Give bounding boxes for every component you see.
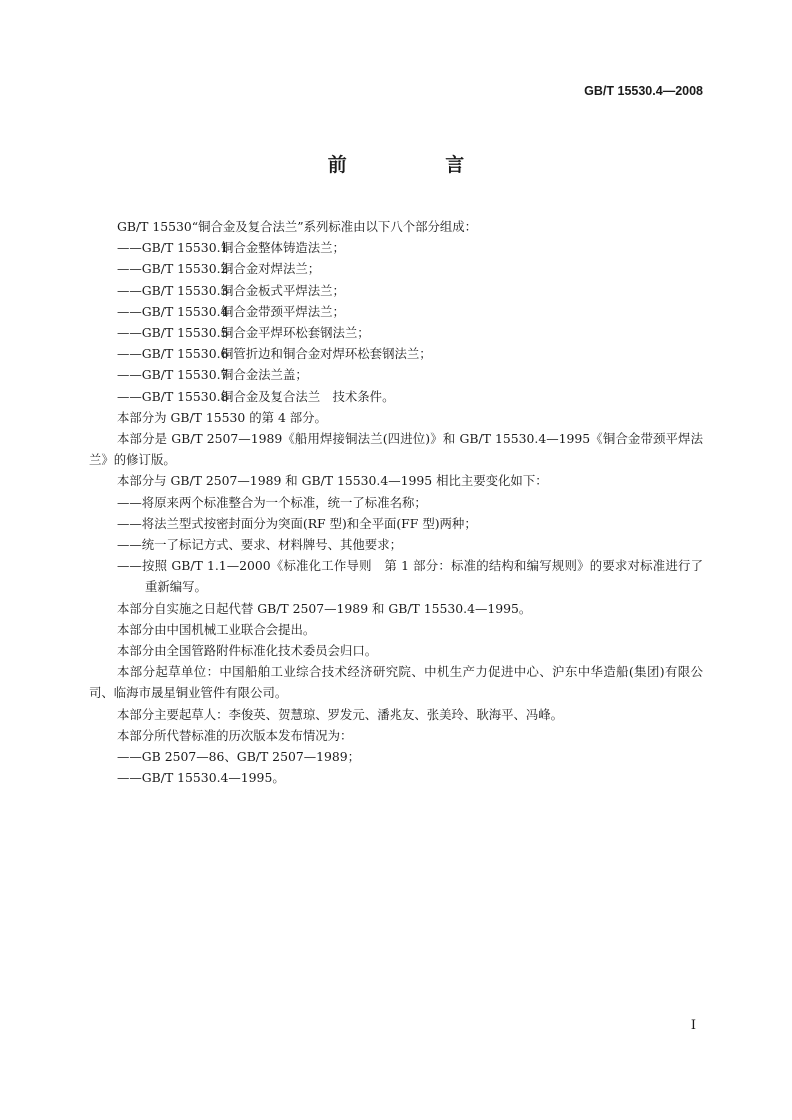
part-code: ——GB/T 15530.4 [117,303,229,319]
change-item: ——统一了标记方式、要求、材料牌号、其他要求； [117,537,402,553]
changes-intro: 本部分与 GB/T 2507—1989 和 GB/T 15530.4—1995 相比主要变化如下： [117,473,548,489]
part-name: 铜合金平焊环松套钢法兰； [221,325,370,341]
part-name: 铜合金带颈平焊法兰； [221,303,345,319]
part-name: 铜管折边和铜合金对焊环松套钢法兰； [221,346,432,362]
change-item: ——将原来两个标准整合为一个标准，统一了标准名称； [117,494,427,510]
replacement-statement: 本部分自实施之日起代替 GB/T 2507—1989 和 GB/T 15530.4—1995。 [117,600,532,616]
part-item [89,237,703,258]
revision-statement: 本部分是 GB/T 2507—1989《船用焊接铜法兰(四进位)》和 GB/T 15530.4—1995《铜合金带颈平焊法兰》的修订版。 [89,431,703,468]
part-code: ——GB/T 15530.1 [117,240,229,256]
part-item [89,364,703,385]
part-code: ——GB/T 15530.7 [117,367,229,383]
part-item [89,258,703,279]
page-title: 前 言 [327,154,511,176]
history-item: ——GB 2507—86、GB/T 2507—1989； [117,749,361,765]
managed-by: 本部分由全国管路附件标准化技术委员会归口。 [117,643,378,659]
part-code: ——GB/T 15530.8 [117,388,229,404]
standard-code: GB/T 15530.4—2008 [584,84,703,98]
part-name: 铜合金对焊法兰； [221,261,321,277]
part-statement: 本部分为 GB/T 15530 的第 4 部分。 [117,409,327,425]
proposed-by: 本部分由中国机械工业联合会提出。 [117,621,316,637]
change-item: ——按照 GB/T 1.1—2000《标准化工作导则 第 1 部分：标准的结构和编写规则》的要求对标准进行了重新编写。 [117,558,703,595]
part-code: ——GB/T 15530.2 [117,261,229,277]
part-code: ——GB/T 15530.6 [117,346,229,362]
history-item: ——GB/T 15530.4—1995。 [117,770,285,786]
page-number: I [690,1018,696,1033]
part-name: 铜合金及复合法兰 技术条件。 [221,388,395,404]
part-item [89,386,703,407]
part-name: 铜合金整体铸造法兰； [221,240,345,256]
part-code: ——GB/T 15530.5 [117,325,229,341]
intro-paragraph: GB/T 15530“铜合金及复合法兰”系列标准由以下八个部分组成： [117,219,478,234]
part-item [89,322,703,343]
part-name: 铜合金法兰盖； [221,367,308,383]
foreword-body [89,216,703,788]
part-item [89,301,703,322]
change-item: ——将法兰型式按密封面分为突面(RF 型)和全平面(FF 型)两种； [117,515,477,531]
part-item [89,280,703,301]
part-item [89,343,703,364]
drafting-units: 本部分起草单位：中国船舶工业综合技术经济研究院、中机生产力促进中心、沪东中华造船(集团)有限公司、临海市晟星铜业管件有限公司。 [89,664,703,701]
part-code: ——GB/T 15530.3 [117,282,229,298]
part-name: 铜合金板式平焊法兰； [221,282,345,298]
history-intro: 本部分所代替标准的历次版本发布情况为： [117,727,353,743]
drafters: 本部分主要起草人：李俊英、贺慧琼、罗发元、潘兆友、张美玲、耿海平、冯峰。 [117,706,564,722]
